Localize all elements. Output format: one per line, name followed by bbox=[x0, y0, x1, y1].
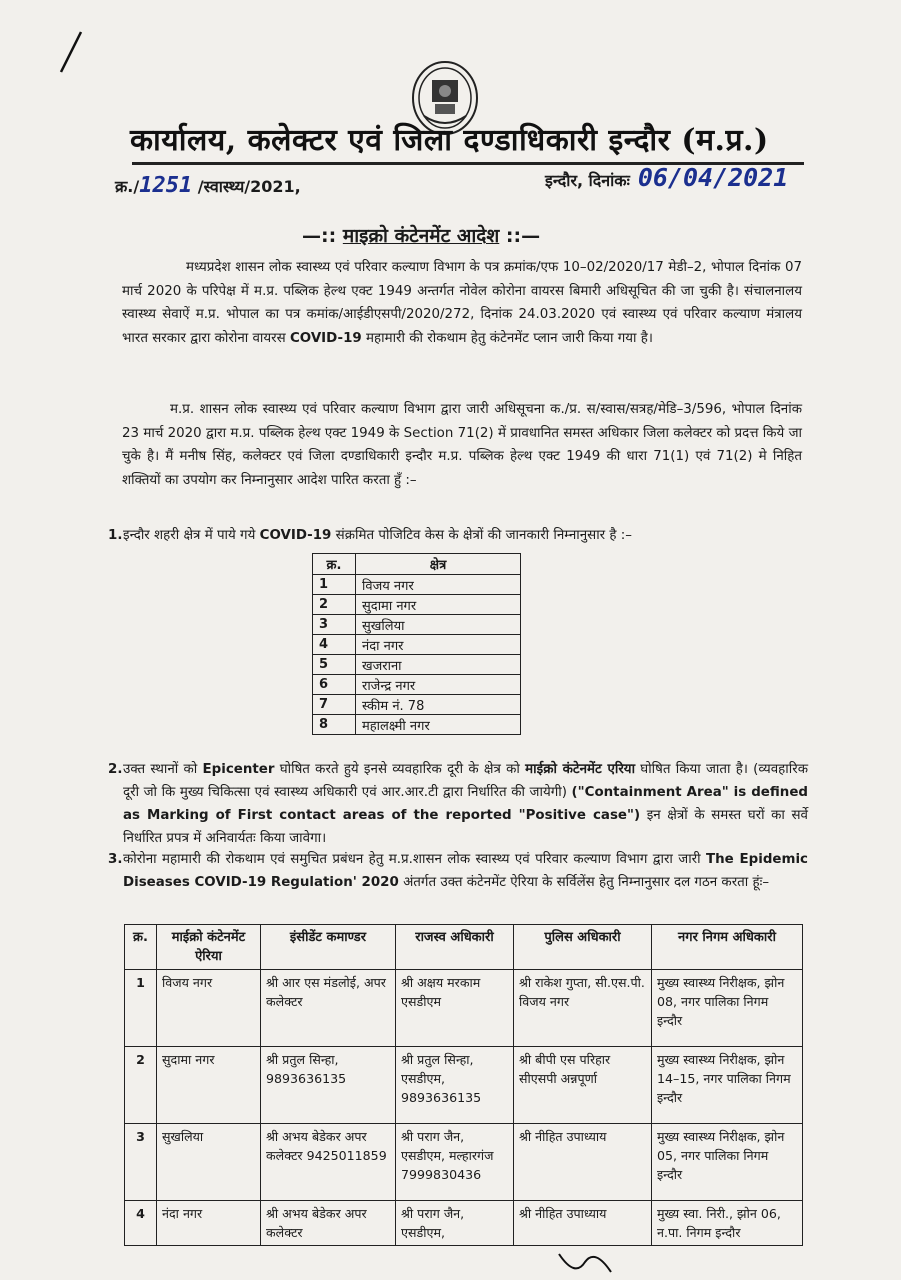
paragraph-1 bbox=[122, 256, 802, 350]
team-commander: श्री अभय बेडेकर अपर कलेक्टर bbox=[261, 1201, 396, 1246]
team-table bbox=[124, 924, 803, 1246]
table-row bbox=[313, 695, 521, 715]
team-num: 4 bbox=[125, 1201, 157, 1246]
date-handwritten: 06/04/2021 bbox=[637, 163, 789, 192]
team-revenue: श्री पराग जैन, एसडीएम, bbox=[396, 1201, 514, 1246]
item-2-text-c: घोषित करते हुये इनसे व्यवहारिक दूरी के क्षेत्र को bbox=[279, 762, 520, 777]
team-revenue: श्री पराग जैन, एसडीएम, मल्हारगंज 7999830436 bbox=[396, 1124, 514, 1201]
team-header-area: माईक्रो कंटेनमेंट ऐरिया bbox=[157, 925, 261, 970]
team-header-police: पुलिस अधिकारी bbox=[514, 925, 652, 970]
team-revenue: श्री प्रतुल सिन्हा, एसडीएम, 9893636135 bbox=[396, 1047, 514, 1124]
reference-number bbox=[115, 173, 301, 198]
table-row bbox=[313, 575, 521, 595]
table-row bbox=[313, 595, 521, 615]
team-num: 2 bbox=[125, 1047, 157, 1124]
item-1-text bbox=[123, 524, 808, 547]
item-2-micro-containment: माईक्रो कंटेनमेंट एरिया bbox=[525, 762, 636, 777]
item-3-text-c: अंतर्गत उक्त कंटेनमेंट ऐरिया के सर्विलेंस हेतु निम्नानुसार दल गठन करता हूंः– bbox=[403, 875, 770, 890]
area-name: राजेन्द्र नगर bbox=[356, 675, 521, 695]
areas-table bbox=[312, 553, 521, 735]
table-row bbox=[313, 635, 521, 655]
para1-text: मध्यप्रदेश शासन लोक स्वास्थ्य एवं परिवार कल्याण विभाग के पत्र क्रमांक/एफ 10–02/2020/17 मेडी–2, भोपाल दिनांक 07 मार्च 2020 के परिपेक्ष में म.प्र. पब्लिक हेल्थ एक्ट 1949 अन्तर्गत नोवेल कोरोना वायरस बिमारी अधिसूचित की जा चुकी है। संचालनालय स्वास्थ्य सेवाऐं म.प्र. भोपाल का पत्र कमांक/आईडीएसपी/2020/272, दिनांक 24.03.2020 एवं स्वास्थ्य एवं परिवार कल्याण मंत्रालय भारत सरकार द्वारा कोरोना वायरस bbox=[122, 260, 802, 346]
team-area: नंदा नगर bbox=[157, 1201, 261, 1246]
item-1-text-c: संक्रमित पोजिटिव केस के क्षेत्रों की जानकारी निम्नानुसार है :– bbox=[335, 528, 632, 543]
table-row bbox=[313, 675, 521, 695]
area-name: स्कीम नं. 78 bbox=[356, 695, 521, 715]
table-row bbox=[125, 1124, 803, 1201]
area-name: खजराना bbox=[356, 655, 521, 675]
team-header-row bbox=[125, 925, 803, 970]
area-num: 2 bbox=[313, 595, 356, 615]
order-title-right: ::— bbox=[505, 225, 541, 247]
team-num: 3 bbox=[125, 1124, 157, 1201]
team-police: श्री नीहित उपाध्याय bbox=[514, 1124, 652, 1201]
team-header-num: क्र. bbox=[125, 925, 157, 970]
item-3-text bbox=[123, 848, 808, 894]
item-1-number: 1. bbox=[108, 528, 123, 543]
order-title-text: माइक्रो कंटेनमेंट आदेश bbox=[342, 225, 500, 247]
areas-header-area: क्षेत्र bbox=[356, 554, 521, 575]
item-2-text-e: घोषित किया जाता है। (व्यवहारिक दूरी जो कि मुख्य चिकित्सा एवं स्वास्थ्य अधिकारी एवं आर.आर.टी द्वारा निर्धारित की जायेगी) bbox=[123, 762, 808, 800]
date-line bbox=[545, 163, 788, 192]
item-3-number: 3. bbox=[108, 852, 123, 867]
team-area: सुदामा नगर bbox=[157, 1047, 261, 1124]
team-area: सुखलिया bbox=[157, 1124, 261, 1201]
team-municipal: मुख्य स्वास्थ्य निरीक्षक, झोन 14–15, नगर पालिका निगम इन्दौर bbox=[652, 1047, 803, 1124]
team-area: विजय नगर bbox=[157, 970, 261, 1047]
item-1-text-a: इन्दौर शहरी क्षेत्र में पाये गये bbox=[123, 528, 256, 543]
team-num: 1 bbox=[125, 970, 157, 1047]
area-name: विजय नगर bbox=[356, 575, 521, 595]
ref-suffix: /स्वास्थ्य/2021, bbox=[197, 177, 301, 196]
table-row bbox=[313, 715, 521, 735]
team-header-municipal: नगर निगम अधिकारी bbox=[652, 925, 803, 970]
team-police: श्री नीहित उपाध्याय bbox=[514, 1201, 652, 1246]
team-municipal: मुख्य स्वास्थ्य निरीक्षक, झोन 08, नगर पालिका निगम इन्दौर bbox=[652, 970, 803, 1047]
team-police: श्री राकेश गुप्ता, सी.एस.पी. विजय नगर bbox=[514, 970, 652, 1047]
ref-number-handwritten: 1251 bbox=[139, 173, 193, 198]
item-2-epicenter: Epicenter bbox=[202, 762, 275, 777]
table-row bbox=[313, 615, 521, 635]
team-police: श्री बीपी एस परिहार सीएसपी अन्नपूर्णा bbox=[514, 1047, 652, 1124]
item-2-english-definition: ("Containment Area" is defined as Marking of First contact areas of the reported "Positive case") bbox=[123, 785, 808, 823]
area-name: नंदा नगर bbox=[356, 635, 521, 655]
area-name: सुदामा नगर bbox=[356, 595, 521, 615]
areas-header-num: क्र. bbox=[313, 554, 356, 575]
area-name: सुखलिया bbox=[356, 615, 521, 635]
office-title: कार्यालय, कलेक्टर एवं जिला दण्डाधिकारी इन्दौर (म.प्र.) bbox=[130, 123, 769, 158]
area-num: 4 bbox=[313, 635, 356, 655]
area-num: 3 bbox=[313, 615, 356, 635]
pen-mark bbox=[55, 28, 85, 78]
item-3-text-a: कोरोना महामारी की रोकथाम एवं समुचित प्रबंधन हेतु म.प्र.शासन लोक स्वास्थ्य एवं परिवार कल्याण विभाग द्वारा जारी bbox=[123, 852, 701, 867]
item-2-number: 2. bbox=[108, 762, 123, 777]
area-num: 5 bbox=[313, 655, 356, 675]
team-header-commander: इंसीडेंट कमाण्डर bbox=[261, 925, 396, 970]
table-row bbox=[125, 970, 803, 1047]
team-revenue: श्री अक्षय मरकाम एसडीएम bbox=[396, 970, 514, 1047]
order-title bbox=[302, 222, 540, 248]
area-num: 8 bbox=[313, 715, 356, 735]
item-3-regulation: The Epidemic Diseases COVID-19 Regulation' 2020 bbox=[123, 852, 808, 890]
item-2-text-g: इन क्षेत्रों के समस्त घरों का सर्वे निर्धारित प्रपत्र में अनिवार्यतः किया जावेगा। bbox=[123, 808, 808, 846]
area-num: 1 bbox=[313, 575, 356, 595]
item-1-covid: COVID-19 bbox=[259, 528, 332, 543]
team-commander: श्री प्रतुल सिन्हा, 9893636135 bbox=[261, 1047, 396, 1124]
para1-text-end: महामारी की रोकथाम हेतु कंटेनमेंट प्लान जारी किया गया है। bbox=[366, 330, 653, 346]
order-title-left: —:: bbox=[302, 225, 337, 247]
date-label: इन्दौर, दिनांकः bbox=[545, 171, 630, 190]
team-header-revenue: राजस्व अधिकारी bbox=[396, 925, 514, 970]
table-row bbox=[125, 1201, 803, 1246]
area-num: 6 bbox=[313, 675, 356, 695]
area-name: महालक्ष्मी नगर bbox=[356, 715, 521, 735]
table-row bbox=[313, 655, 521, 675]
area-num: 7 bbox=[313, 695, 356, 715]
paragraph-2: म.प्र. शासन लोक स्वास्थ्य एवं परिवार कल्याण विभाग द्वारा जारी अधिसूचना क./प्र. स/स्वास/सत्रह/मेडि–3/596, भोपाल दिनांक 23 मार्च 2020 द्वारा म.प्र. पब्लिक हेल्थ एक्ट 1949 के Section 71(2) में प्रावधानित समस्त अधिकार जिला कलेक्टर को प्रदत्त किये जा चुके है। मैं मनीष सिंह, कलेक्टर एवं जिला दण्डाधिकारी इन्दौर म.प्र. पब्लिक हेल्थ एक्ट 1949 की धारा 71(1) एवं 71(2) मे निहित शक्तियों का उपयोग कर निम्नानुसार आदेश पारित करता हुँ :– bbox=[122, 402, 802, 488]
team-municipal: मुख्य स्वा. निरी., झोन 06, न.पा. निगम इन्दौर bbox=[652, 1201, 803, 1246]
item-2-text bbox=[123, 758, 808, 850]
areas-header-row bbox=[313, 554, 521, 575]
signature-scribble bbox=[555, 1248, 615, 1278]
team-commander: श्री आर एस मंडलोई, अपर कलेक्टर bbox=[261, 970, 396, 1047]
ref-prefix: क्र./ bbox=[115, 177, 140, 196]
team-commander: श्री अभय बेडेकर अपर कलेक्टर 9425011859 bbox=[261, 1124, 396, 1201]
para1-covid: COVID-19 bbox=[289, 330, 362, 346]
team-municipal: मुख्य स्वास्थ्य निरीक्षक, झोन 05, नगर पालिका निगम इन्दौर bbox=[652, 1124, 803, 1201]
item-2-text-a: उक्त स्थानों को bbox=[123, 762, 198, 777]
table-row bbox=[125, 1047, 803, 1124]
